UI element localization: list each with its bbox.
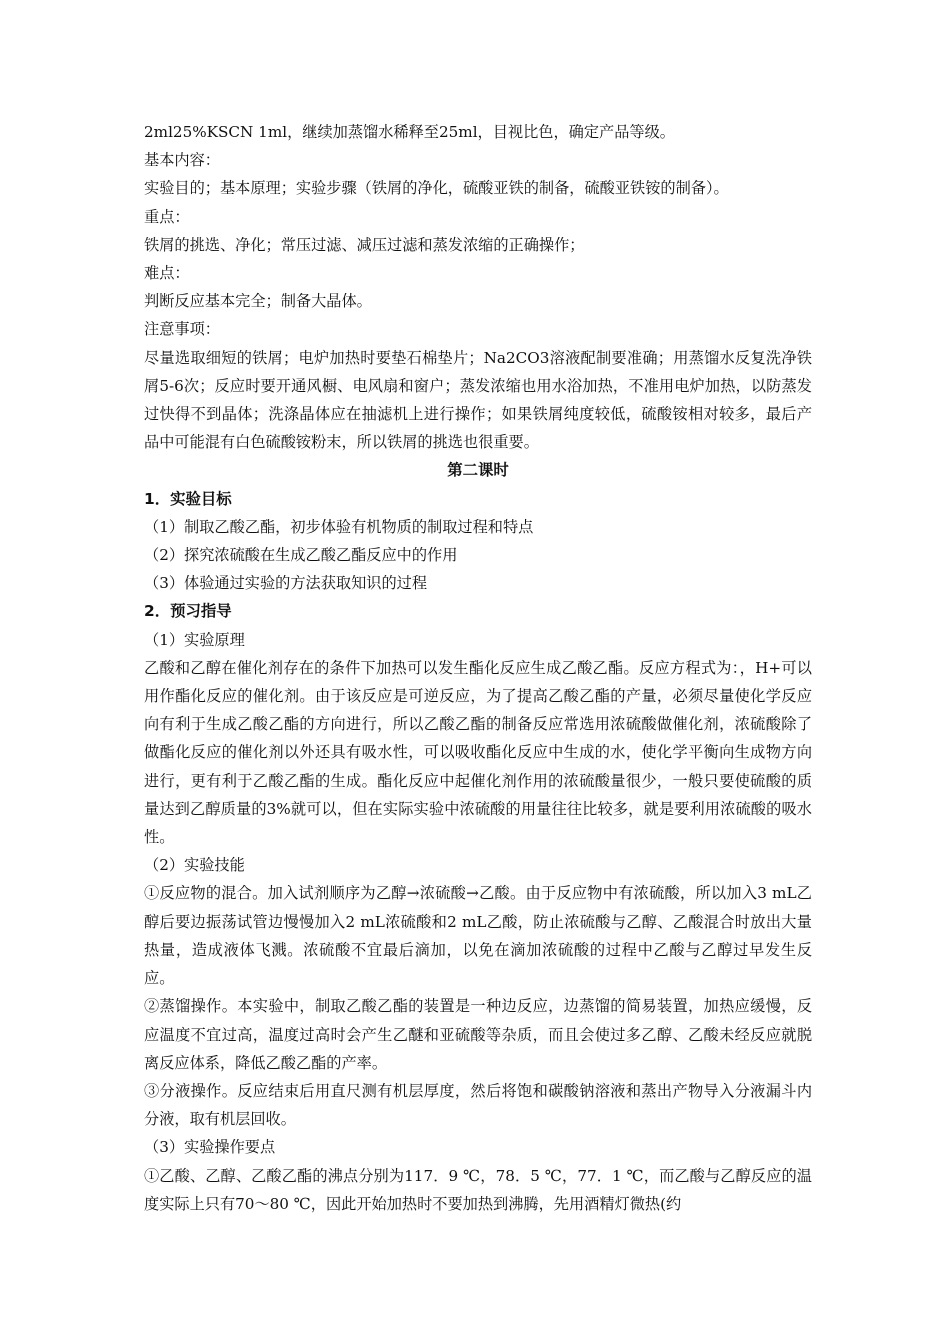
difficulties-label: 难点： — [144, 264, 190, 283]
key-points-text: 铁屑的挑选、净化；常压过滤、减压过滤和蒸发浓缩的正确操作； — [144, 235, 585, 254]
basic-content-text: 实验目的；基本原理；实验步骤（铁屑的净化，硫酸亚铁的制备，硫酸亚铁铵的制备）。 — [144, 179, 729, 198]
subsection-principle: （1）实验原理 — [144, 630, 245, 649]
notes-label: 注意事项： — [144, 320, 220, 339]
notes-paragraph: 尽量选取细短的铁屑；电炉加热时要垫石棉垫片；Na2CO3溶液配制要准确；用蒸馏水反复洗净铁屑5-6次；反应时要开通风橱、电风扇和窗户；蒸发浓缩也用水浴加热，不准用电炉加热，以防蒸发过快得不到晶体；洗涤晶体应在抽滤机上进行操作；如果铁屑纯度较低，硫酸铵相对较多，最后产品中可能混有白色硫酸铵粉末，所以铁屑的挑选也很重要。 — [144, 348, 812, 452]
objective-item: （1）制取乙酸乙酯，初步体验有机物质的制取过程和特点 — [144, 517, 534, 536]
objective-item: （3）体验通过实验的方法获取知识的过程 — [144, 574, 428, 593]
difficulties-text: 判断反应基本完全；制备大晶体。 — [144, 292, 372, 311]
objective-item: （2）探究浓硫酸在生成乙酸乙酯反应中的作用 — [144, 546, 458, 565]
principle-paragraph: 乙酸和乙醇在催化剂存在的条件下加热可以发生酯化反应生成乙酸乙酯。反应方程式为：，H+可以用作酯化反应的催化剂。由于该反应是可逆反应，为了提高乙酸乙酯的产量，必须尽量使化学反应向有利于生成乙酸乙酯的方向进行，所以乙酸乙酯的制备反应常选用浓硫酸做催化剂，浓硫酸除了做酯化反应的催化剂以外还具有吸水性，可以吸收酯化反应中生成的水，使化学平衡向生成物方向进行，更有利于乙酸乙酯的生成。酯化反应中起催化剂作用的浓硫酸量很少，一般只要使硫酸的质量达到乙醇质量的3%就可以，但在实际实验中浓硫酸的用量往往比较多，就是要利用浓硫酸的吸水性。 — [144, 658, 812, 847]
section-heading-preview: 2．预习指导 — [144, 602, 232, 621]
intro-line: 2ml25%KSCN 1ml，继续加蒸馏水稀释至25ml，目视比色，确定产品等级。 — [144, 123, 675, 141]
section-heading-objectives: 1．实验目标 — [144, 489, 232, 508]
basic-content-label: 基本内容： — [144, 151, 220, 170]
lesson-title: 第二课时 — [447, 461, 509, 480]
skill-paragraph: ①反应物的混合。加入试剂顺序为乙醇→浓硫酸→乙酸。由于反应物中有浓硫酸，所以加入3 mL乙醇后要边振荡试管边慢慢加入2 mL浓硫酸和2 mL乙酸，防止浓硫酸与乙醇、乙酸混合时放出大量热量，造成液体飞溅。浓硫酸不宜最后滴加，以免在滴加浓硫酸的过程中乙酸与乙醇过早发生反应。 — [144, 884, 812, 988]
skill-paragraph: ③分液操作。反应结束后用直尺测有机层厚度，然后将饱和碳酸钠溶液和蒸出产物导入分液漏斗内分液，取有机层回收。 — [144, 1081, 812, 1129]
key-points-label: 重点： — [144, 207, 190, 226]
subsection-skills: （2）实验技能 — [144, 856, 245, 875]
subsection-operation: （3）实验操作要点 — [144, 1138, 276, 1157]
operation-paragraph: ①乙酸、乙醇、乙酸乙酯的沸点分别为117．9 ℃，78．5 ℃，77．1 ℃，而乙酸与乙醇反应的温度实际上只有70～80 ℃，因此开始加热时不要加热到沸腾，先用酒精灯微热(约 — [144, 1166, 812, 1213]
skill-paragraph: ②蒸馏操作。本实验中，制取乙酸乙酯的装置是一种边反应，边蒸馏的简易装置，加热应缓慢，反应温度不宜过高，温度过高时会产生乙醚和亚硫酸等杂质，而且会使过多乙醇、乙酸未经反应就脱离反应体系，降低乙酸乙酯的产率。 — [144, 997, 812, 1072]
document-body — [144, 118, 812, 1218]
